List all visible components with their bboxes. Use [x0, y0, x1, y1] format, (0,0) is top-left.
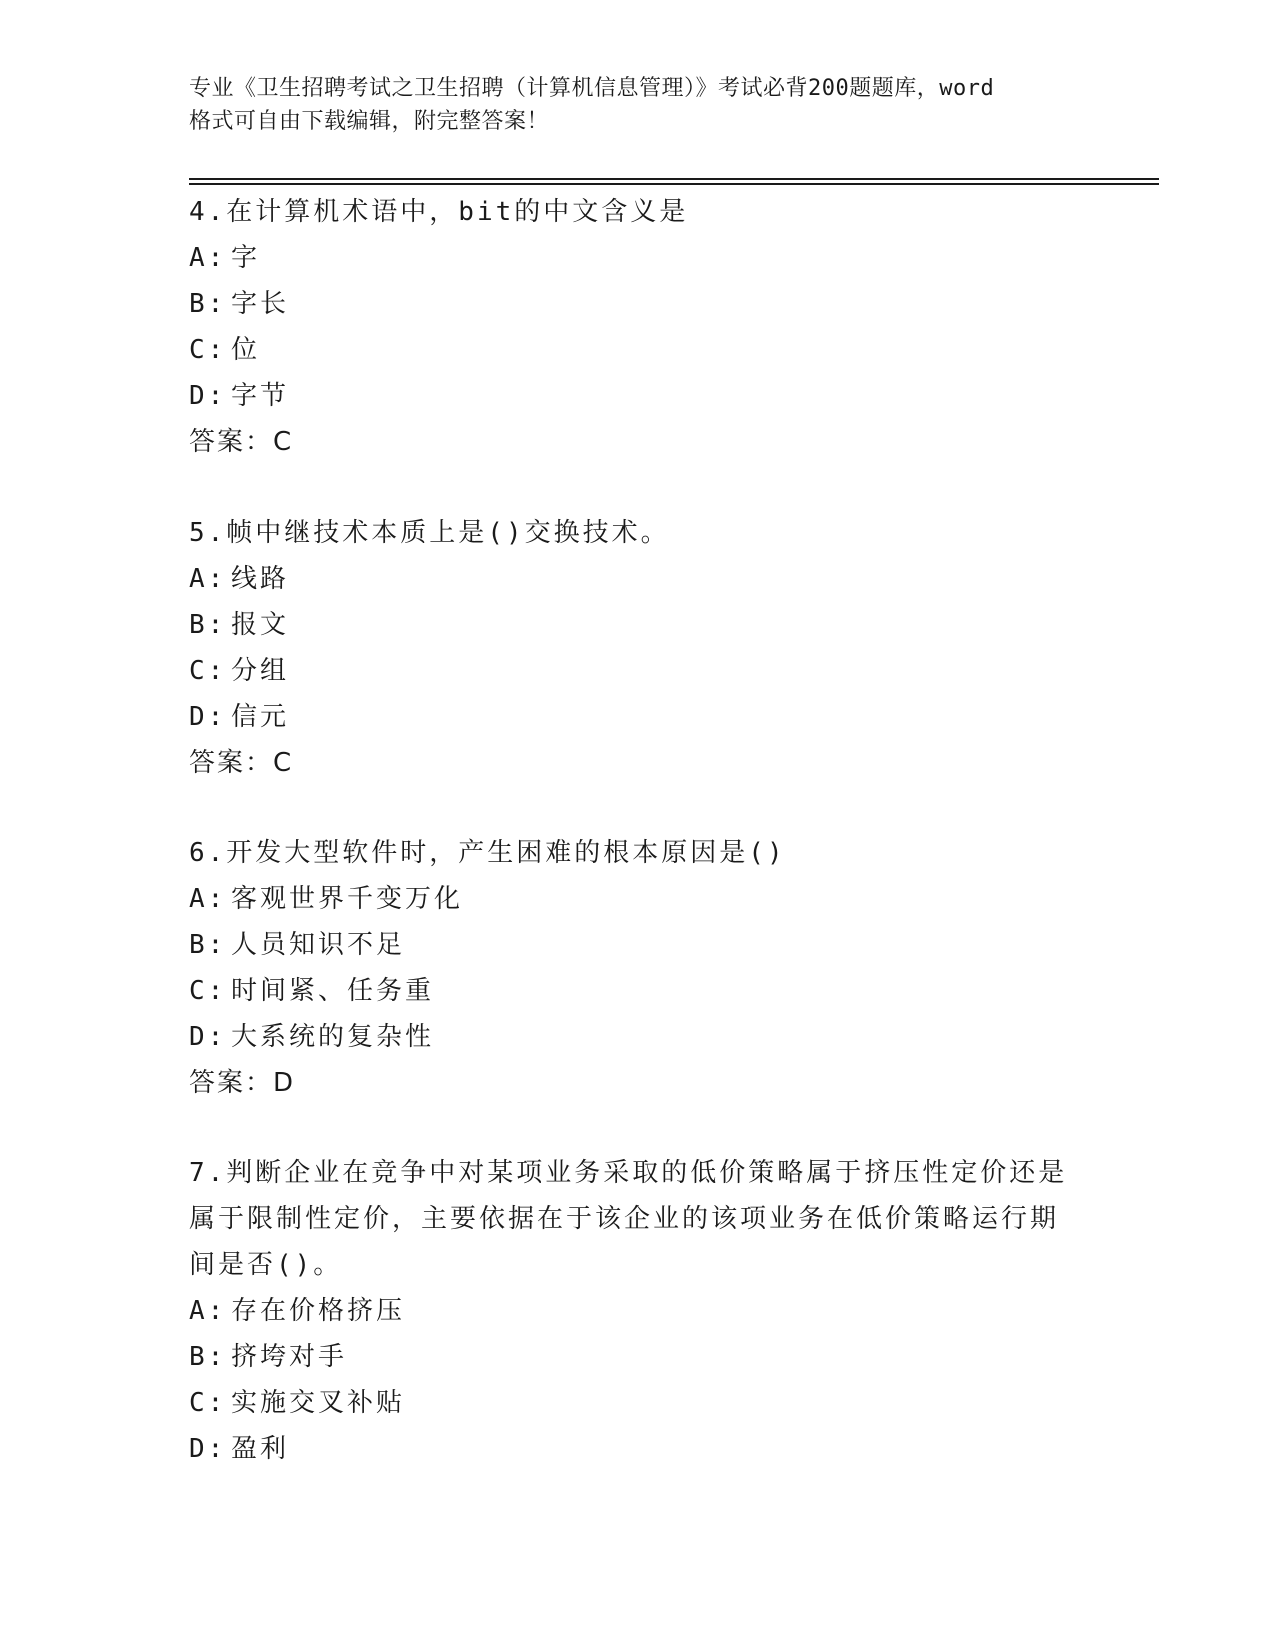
option-letter: A: — [189, 884, 227, 914]
question-stem: 6.开发大型软件时，产生困难的根本原因是() — [189, 838, 786, 868]
question-5 — [189, 510, 1089, 786]
option-letter: D: — [189, 381, 227, 411]
option-text: 客观世界千变万化 — [231, 884, 464, 914]
option-letter: A: — [189, 564, 227, 594]
header-line-1: 专业《卫生招聘考试之卫生招聘（计算机信息管理）》考试必背200题题库，word — [189, 76, 995, 101]
option-text: 信元 — [231, 702, 290, 732]
option-c — [189, 1380, 1089, 1426]
option-letter: D: — [189, 702, 227, 732]
header-line-2: 格式可自由下载编辑，附完整答案！ — [189, 109, 550, 134]
option-a — [189, 556, 1089, 602]
option-a — [189, 1288, 1089, 1334]
option-a — [189, 235, 1089, 281]
option-c — [189, 327, 1089, 373]
question-stem-line-3: 间是否()。 — [189, 1250, 343, 1280]
option-letter: D: — [189, 1434, 227, 1464]
option-b — [189, 281, 1089, 327]
option-letter: B: — [189, 289, 227, 319]
question-6 — [189, 830, 1089, 1106]
answer-line: 答案：D — [189, 1068, 296, 1098]
option-text: 大系统的复杂性 — [231, 1022, 435, 1052]
option-d — [189, 373, 1089, 419]
option-letter: A: — [189, 243, 227, 273]
option-text: 字节 — [231, 381, 290, 411]
question-stem: 4.在计算机术语中，bit的中文含义是 — [189, 197, 689, 227]
question-stem: 5.帧中继技术本质上是()交换技术。 — [189, 518, 670, 548]
option-text: 挤垮对手 — [231, 1342, 348, 1372]
option-text: 字长 — [231, 289, 290, 319]
option-letter: C: — [189, 976, 227, 1006]
option-b — [189, 1334, 1089, 1380]
option-a — [189, 876, 1089, 922]
option-letter: B: — [189, 1342, 227, 1372]
option-text: 线路 — [231, 564, 290, 594]
option-text: 时间紧、任务重 — [231, 976, 435, 1006]
option-letter: B: — [189, 610, 227, 640]
option-d — [189, 1426, 1089, 1472]
header-divider-top — [189, 178, 1159, 180]
option-text: 实施交叉补贴 — [231, 1388, 406, 1418]
option-text: 盈利 — [231, 1434, 290, 1464]
option-c — [189, 968, 1089, 1014]
option-letter: D: — [189, 1022, 227, 1052]
option-text: 存在价格挤压 — [231, 1296, 406, 1326]
option-letter: B: — [189, 930, 227, 960]
question-stem-line-2: 属于限制性定价，主要依据在于该企业的该项业务在低价策略运行期 — [189, 1204, 1060, 1234]
option-text: 报文 — [231, 610, 290, 640]
question-7 — [189, 1150, 1089, 1472]
option-c — [189, 648, 1089, 694]
header-divider-bottom — [189, 183, 1159, 185]
option-letter: A: — [189, 1296, 227, 1326]
question-stem-line-1: 7.判断企业在竞争中对某项业务采取的低价策略属于挤压性定价还是 — [189, 1158, 1068, 1188]
option-letter: C: — [189, 335, 227, 365]
option-letter: C: — [189, 656, 227, 686]
option-text: 字 — [231, 243, 261, 273]
answer-line: 答案：C — [189, 427, 294, 457]
document-header — [189, 72, 1089, 138]
option-text: 分组 — [231, 656, 290, 686]
option-d — [189, 694, 1089, 740]
answer-line: 答案：C — [189, 748, 294, 778]
option-b — [189, 922, 1089, 968]
question-4 — [189, 189, 1089, 465]
option-letter: C: — [189, 1388, 227, 1418]
option-d — [189, 1014, 1089, 1060]
option-b — [189, 602, 1089, 648]
option-text: 人员知识不足 — [231, 930, 406, 960]
option-text: 位 — [231, 335, 261, 365]
